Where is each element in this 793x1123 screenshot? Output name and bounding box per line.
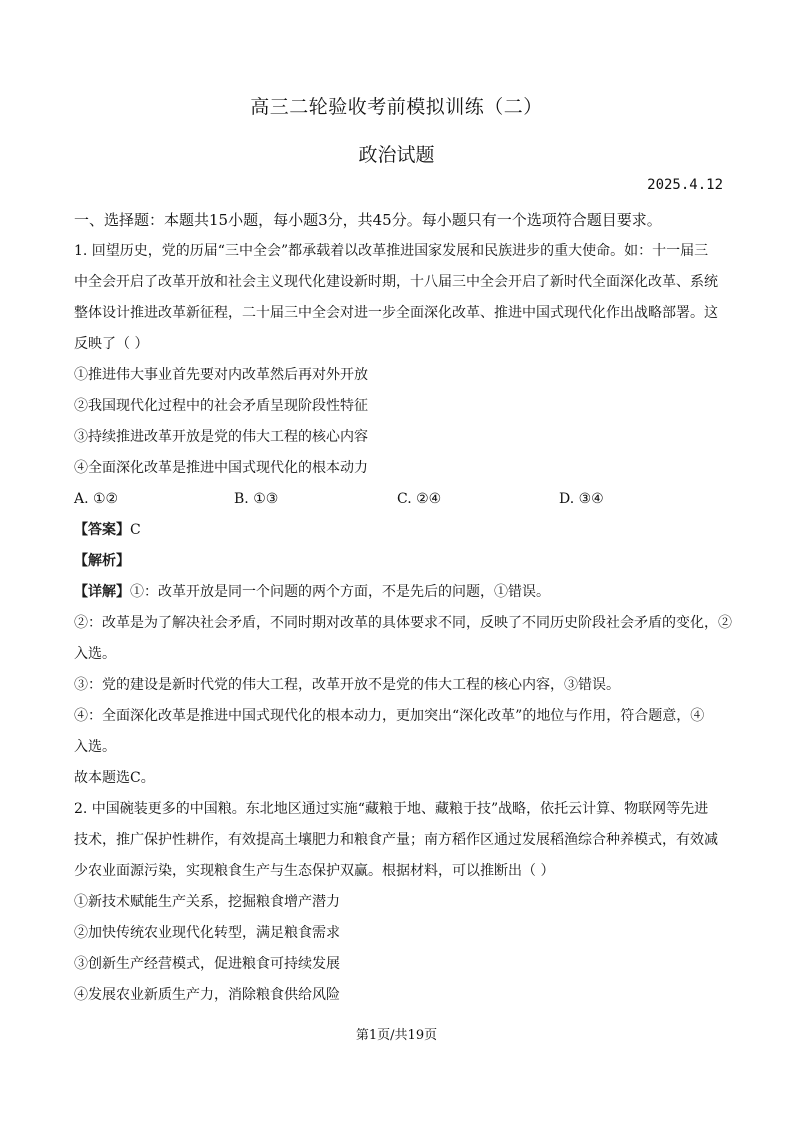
page-number: 第1页/共19页 [355,1028,438,1043]
analysis-label: 【解析】 [74,553,130,569]
q1-stem-line: 1. 回望历史，党的历届“三中全会”都承载着以改革推进国家发展和民族进步的重大使命。如：十一届三 [74,243,709,259]
detail-text: ①：改革开放是同一个问题的两个方面，不是先后的问题，①错误。 [130,584,550,600]
q2-statement: ①新技术赋能生产关系，挖掘粮食增产潜力 [74,894,340,910]
option-a: A. ①② [74,491,119,507]
option-c: C. ②④ [397,491,442,507]
q2-statement: ②加快传统农业现代化转型，满足粮食需求 [74,925,340,941]
exam-title: 高三二轮验收考前模拟训练（二） [250,96,543,118]
q1-options [74,484,724,515]
detail-label: 【详解】 [74,584,130,600]
q2-statement: ④发展农业新质生产力，消除粮食供给风险 [74,987,340,1003]
q1-detail-line: ②：改革是为了解决社会矛盾，不同时期对改革的具体要求不同，反映了不同历史阶段社会矛盾的变化，② [74,615,732,631]
answer-label: 【答案】 [74,522,130,538]
document-body [74,205,732,1011]
q1-stem-line: 中全会开启了改革开放和社会主义现代化建设新时期，十八届三中全会开启了新时代全面深化改革、系统 [74,274,718,290]
q1-detail-line: ③：党的建设是新时代党的伟大工程，改革开放不是党的伟大工程的核心内容，③错误。 [74,677,620,693]
q1-detail-line: 入选。 [74,646,116,662]
q1-answer [74,515,724,546]
q1-analysis [74,546,724,577]
section-heading: 一、选择题：本题共15小题，每小题3分，共45分。每小题只有一个选项符合题目要求。 [74,211,662,229]
q1-stem-line: 反映了（ ） [74,336,149,352]
q1-statement: ④全面深化改革是推进中国式现代化的根本动力 [74,460,368,476]
q1-statement: ②我国现代化过程中的社会矛盾呈现阶段性特征 [74,398,368,414]
q1-stem-line: 整体设计推进改革新征程，二十届三中全会对进一步全面深化改革、推进中国式现代化作出战略部署。这 [74,305,718,321]
q1-detail-line: ④：全面深化改革是推进中国式现代化的根本动力，更加突出“深化改革”的地位与作用，符合题意，④ [74,708,705,724]
q2-stem-line: 少农业面源污染，实现粮食生产与生态保护双赢。根据材料，可以推断出（ ） [74,863,555,879]
q2-stem-line: 2. 中国碗装更多的中国粮。东北地区通过实施“藏粮于地、藏粮于技”战略，依托云计算、物联网等先进 [74,801,709,817]
q1-detail-line [74,577,724,608]
q1-detail-line: 入选。 [74,739,116,755]
exam-date: 2025.4.12 [647,177,723,193]
q1-statement: ③持续推进改革开放是党的伟大工程的核心内容 [74,429,368,445]
q2-statement: ③创新生产经营模式，促进粮食可持续发展 [74,956,340,972]
option-b: B. ①③ [234,491,279,507]
q1-conclusion: 故本题选C。 [74,770,155,786]
answer-value: C [130,522,141,538]
q2-stem-line: 技术，推广保护性耕作，有效提高土壤肥力和粮食产量；南方稻作区通过发展稻渔综合种养模式，有效减 [74,832,718,848]
option-d: D. ③④ [559,491,604,507]
q1-statement: ①推进伟大事业首先要对内改革然后再对外开放 [74,367,368,383]
exam-subtitle: 政治试题 [358,144,435,166]
